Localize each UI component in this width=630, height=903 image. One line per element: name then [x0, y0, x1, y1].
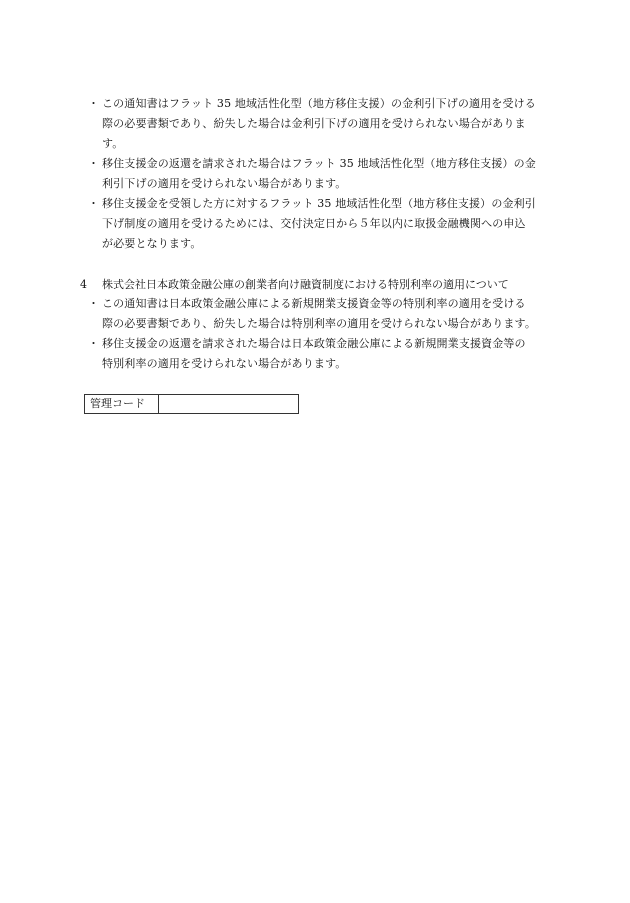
section3-bullet-3: [88, 194, 558, 254]
bullet-mark: ・: [88, 197, 100, 210]
management-code-value-field[interactable]: [159, 395, 298, 413]
bullet-line: 移住支援金を受領した方に対するフラット 35 地域活性化型（地方移住支援）の金利引: [102, 197, 536, 210]
bullet-line: この通知書はフラット 35 地域活性化型（地方移住支援）の金利引下げの適用を受ける: [102, 97, 536, 110]
bullet-line: す。: [102, 137, 124, 150]
bullet-line: この通知書は日本政策金融公庫による新規開業支援資金等の特別利率の適用を受ける: [102, 297, 526, 310]
bullet-mark: ・: [88, 297, 100, 310]
bullet-line: が必要となります。: [102, 237, 202, 250]
bullet-line: 下げ制度の適用を受けるためには、交付決定日から５年以内に取扱金融機関への申込: [102, 217, 526, 230]
section3-bullet-1: [88, 94, 558, 154]
bullet-line: 利引下げの適用を受けられない場合があります。: [102, 177, 347, 190]
section3-bullet-2: [88, 154, 558, 194]
section4-bullet-1: [88, 294, 558, 334]
bullet-line: 移住支援金の返還を請求された場合は日本政策金融公庫による新規開業支援資金等の: [102, 337, 526, 350]
bullet-line: 移住支援金の返還を請求された場合はフラット 35 地域活性化型（地方移住支援）の金: [102, 157, 536, 170]
section-title: 株式会社日本政策金融公庫の創業者向け融資制度における特別利率の適用について: [102, 278, 509, 291]
bullet-mark: ・: [88, 157, 100, 170]
bullet-line: 際の必要書類であり、紛失した場合は金利引下げの適用を受けられない場合がありま: [102, 117, 526, 130]
section4-bullet-list: [88, 294, 558, 374]
section4-heading: [80, 275, 509, 295]
management-code-box: [84, 394, 299, 414]
section4-bullet-2: [88, 334, 558, 374]
bullet-line: 際の必要書類であり、紛失した場合は特別利率の適用を受けられない場合があります。: [102, 317, 536, 330]
section3-bullet-list: [88, 94, 558, 254]
bullet-line: 特別利率の適用を受けられない場合があります。: [102, 357, 347, 370]
bullet-mark: ・: [88, 337, 100, 350]
management-code-label: 管理コード: [85, 395, 159, 413]
section-number: 4: [80, 278, 87, 291]
bullet-mark: ・: [88, 97, 100, 110]
